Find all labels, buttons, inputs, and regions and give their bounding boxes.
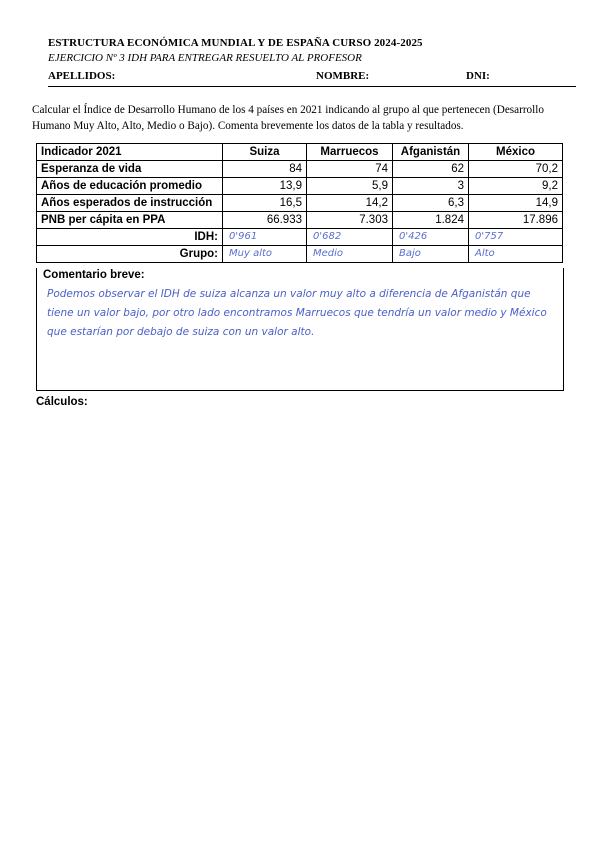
table-cell: 13,9: [223, 178, 307, 195]
column-header: México: [469, 144, 563, 161]
idh-label: IDH:: [37, 229, 223, 246]
table-cell: 62: [393, 161, 469, 178]
table-cell: 14,2: [307, 195, 393, 212]
dni-label: DNI:: [466, 70, 490, 82]
comment-box[interactable]: [36, 268, 564, 391]
table-cell: 7.303: [307, 212, 393, 229]
idh-value-mexico[interactable]: 0'757: [469, 229, 563, 246]
row-label: Esperanza de vida: [37, 161, 223, 178]
grupo-label: Grupo:: [37, 246, 223, 263]
table-row: [37, 161, 563, 178]
idh-value-suiza[interactable]: 0'961: [223, 229, 307, 246]
student-fields-line: [48, 70, 576, 87]
comment-handwritten-text[interactable]: Podemos observar el IDH de suiza alcanza un valor muy alto a diferencia de Afganistán que tiene un valor bajo, por otro lado encontramos Marruecos que tendría un valor medio y México que estarían por debajo de suiza con un valor alto.: [47, 288, 547, 338]
document-title: ESTRUCTURA ECONÓMICA MUNDIAL Y DE ESPAÑA CURSO 2024-2025: [48, 37, 423, 49]
table-header-row: [37, 144, 563, 161]
nombre-label: NOMBRE:: [316, 70, 370, 82]
table-cell: 66.933: [223, 212, 307, 229]
table-cell: 16,5: [223, 195, 307, 212]
idh-value-afganistan[interactable]: 0'426: [393, 229, 469, 246]
grupo-value-mexico[interactable]: Alto: [469, 246, 563, 263]
exercise-subtitle: EJERCICIO Nº 3 IDH PARA ENTREGAR RESUELTO AL PROFESOR: [48, 52, 362, 64]
grupo-value-afganistan[interactable]: Bajo: [393, 246, 469, 263]
table-cell: 70,2: [469, 161, 563, 178]
table-cell: 9,2: [469, 178, 563, 195]
idh-row: [37, 229, 563, 246]
row-label: Años esperados de instrucción: [37, 195, 223, 212]
table-row: [37, 212, 563, 229]
comment-label: Comentario breve:: [43, 269, 145, 281]
table-cell: 6,3: [393, 195, 469, 212]
table-cell: 74: [307, 161, 393, 178]
table-cell: 84: [223, 161, 307, 178]
column-header: Suiza: [223, 144, 307, 161]
table-cell: 17.896: [469, 212, 563, 229]
table-cell: 3: [393, 178, 469, 195]
instructions-paragraph: Calcular el Índice de Desarrollo Humano de los 4 países en 2021 indicando al grupo al que pertenecen (Desarrollo Humano Muy Alto, Alto, Medio o Bajo). Comenta brevemente los datos de la tabla y resultados.: [32, 104, 544, 132]
table-row: [37, 178, 563, 195]
column-header: Indicador 2021: [37, 144, 223, 161]
grupo-value-suiza[interactable]: Muy alto: [223, 246, 307, 263]
table-row: [37, 195, 563, 212]
calculos-label: Cálculos:: [36, 396, 88, 408]
row-label: Años de educación promedio: [37, 178, 223, 195]
column-header: Marruecos: [307, 144, 393, 161]
row-label: PNB per cápita en PPA: [37, 212, 223, 229]
grupo-row: [37, 246, 563, 263]
idh-data-table: [36, 143, 563, 263]
idh-value-marruecos[interactable]: 0'682: [307, 229, 393, 246]
table-cell: 5,9: [307, 178, 393, 195]
table-cell: 1.824: [393, 212, 469, 229]
grupo-value-marruecos[interactable]: Medio: [307, 246, 393, 263]
apellidos-label: APELLIDOS:: [48, 70, 116, 82]
column-header: Afganistán: [393, 144, 469, 161]
table-cell: 14,9: [469, 195, 563, 212]
